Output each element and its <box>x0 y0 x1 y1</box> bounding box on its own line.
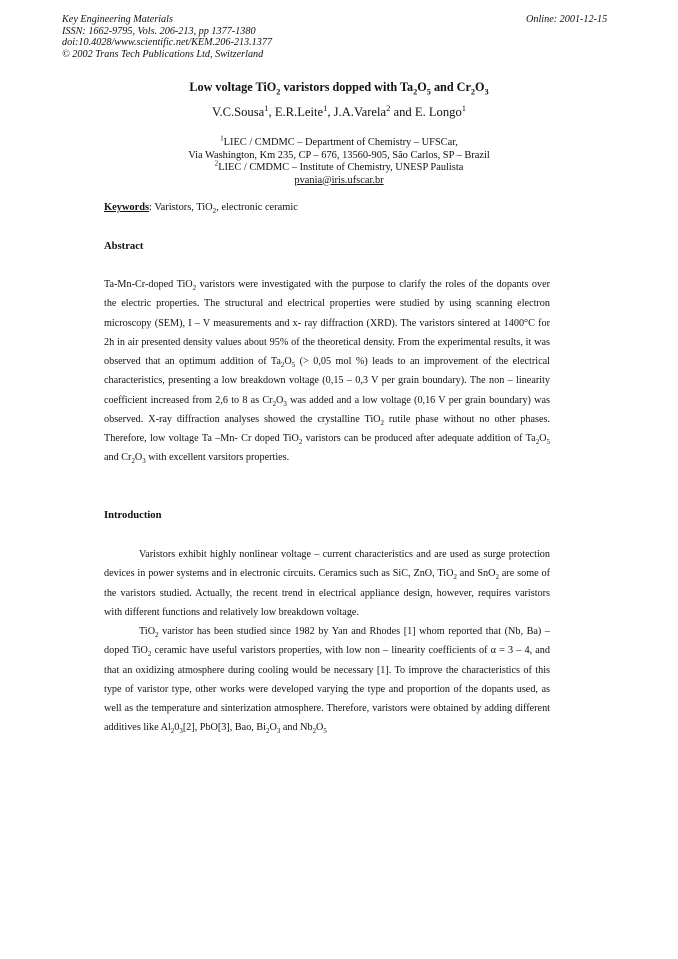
author-list: V.C.Sousa$^1$, E.R.Leite$^1$, J.A.Varela$^2$ and E. Longo$^1$ <box>211 102 467 119</box>
intro-paragraph-2: TiO$_2$ varistor has been studied since 1982 by Yan and Rhodes [1] whom reported that (Nb, Ba) – doped TiO$_2$ ceramic have useful varistors properties, with low non – linearity coefficients of α = 3 – 4, and that an oxidizing atmosphere during cooling would be necessary [1]. To improve the characteristics of this type of varistor type, other works were developed varying the type and proportion of the dopants used, as well as the temperature and sinterization atmosphere. Therefore, varistors were obtained by adding different additives like $Al_20_3[2]$, PbO[3], Bao, $Bi_2O_3$ and $Nb_2O_5$ <box>104 626 550 736</box>
copyright-line: © 2002 Trans Tech Publications Ltd, Switzerland <box>62 48 264 60</box>
journal-name: Key Engineering Materials <box>62 14 173 25</box>
keywords-label: Keywords <box>104 202 150 213</box>
introduction-heading: Introduction <box>104 510 162 521</box>
affiliations <box>0 134 678 187</box>
issn-line: ISSN: 1662-9795, Vols. 206-213, pp 1377-1380 <box>62 25 256 37</box>
affiliation-2: $^2$LIEC / CMDMC – Institute of Chemistry, UNESP Paulista <box>214 159 464 173</box>
doi-line: doi:10.4028/www.scientific.net/KEM.206-213.1377 <box>62 37 273 49</box>
author-email-link[interactable]: pvania@iris.ufscar.br <box>294 174 384 186</box>
affiliation-address: Via Washington, Km 235, CP – 676, 13560-905, São Carlos, SP – Brazil <box>188 149 490 161</box>
abstract-heading: Abstract <box>104 241 144 252</box>
abstract-paragraph: Ta-Mn-Cr-doped TiO$_2$ varistors were investigated with the purpose to clarify the roles of the dopants over the electric properties. The structural and electrical properties were studied by using scanning electron microscopy (SEM), I – V measurements and x- ray diffraction (XRD). The varistors sintered at 1400°C for 2h in air presented density values about 95% of the theoretical density. From the experimental results, it was observed that an optimum addition of $Ta_2O_5$ (> 0,05 mol %) leads to an improvement of the electrical characteristics, presenting a low breakdown voltage (0,15 – 0,3 V per grain boundary). The non – linearity coefficient increased from 2,6 to 8 as $Cr_2O_3$ was added and a low voltage (0,16 V per grain boundary) was observed. X-ray diffraction analyses showed the crystalline TiO$_2$ rutile phase without no other phases. Therefore, low voltage Ta –Mn- Cr doped TiO$_2$ varistors can be produced after adequate addition of $Ta_2O_5$ and $Cr_2O_3$ with excellent varsitors properties. <box>104 279 550 466</box>
keywords-text: : Varistors, TiO$_2$, electronic ceramic <box>149 202 298 216</box>
online-date: Online: 2001-12-15 <box>526 14 608 25</box>
introduction-body <box>104 545 550 738</box>
intro-paragraph-1: Varistors exhibit highly nonlinear voltage – current characteristics and are used as surge protection devices in power systems and in electronic circuits. Ceramics such as SiC, ZnO, TiO$_2$ and SnO$_2$ are some of the varistors studied. Actually, the recent trend in electrical appliance design, however, requires varistors with different functions and relatively low breakdown voltage. <box>104 549 550 618</box>
affiliation-1: $^1$LIEC / CMDMC – Department of Chemistry – UFSCar, <box>220 134 458 148</box>
abstract-body <box>104 275 550 468</box>
running-header <box>62 14 272 60</box>
paper-title: Low voltage TiO$_2$ varistors dopped with $Ta_2O_5$ and $Cr_2O_3$ <box>189 80 489 97</box>
keywords-line <box>104 202 298 216</box>
